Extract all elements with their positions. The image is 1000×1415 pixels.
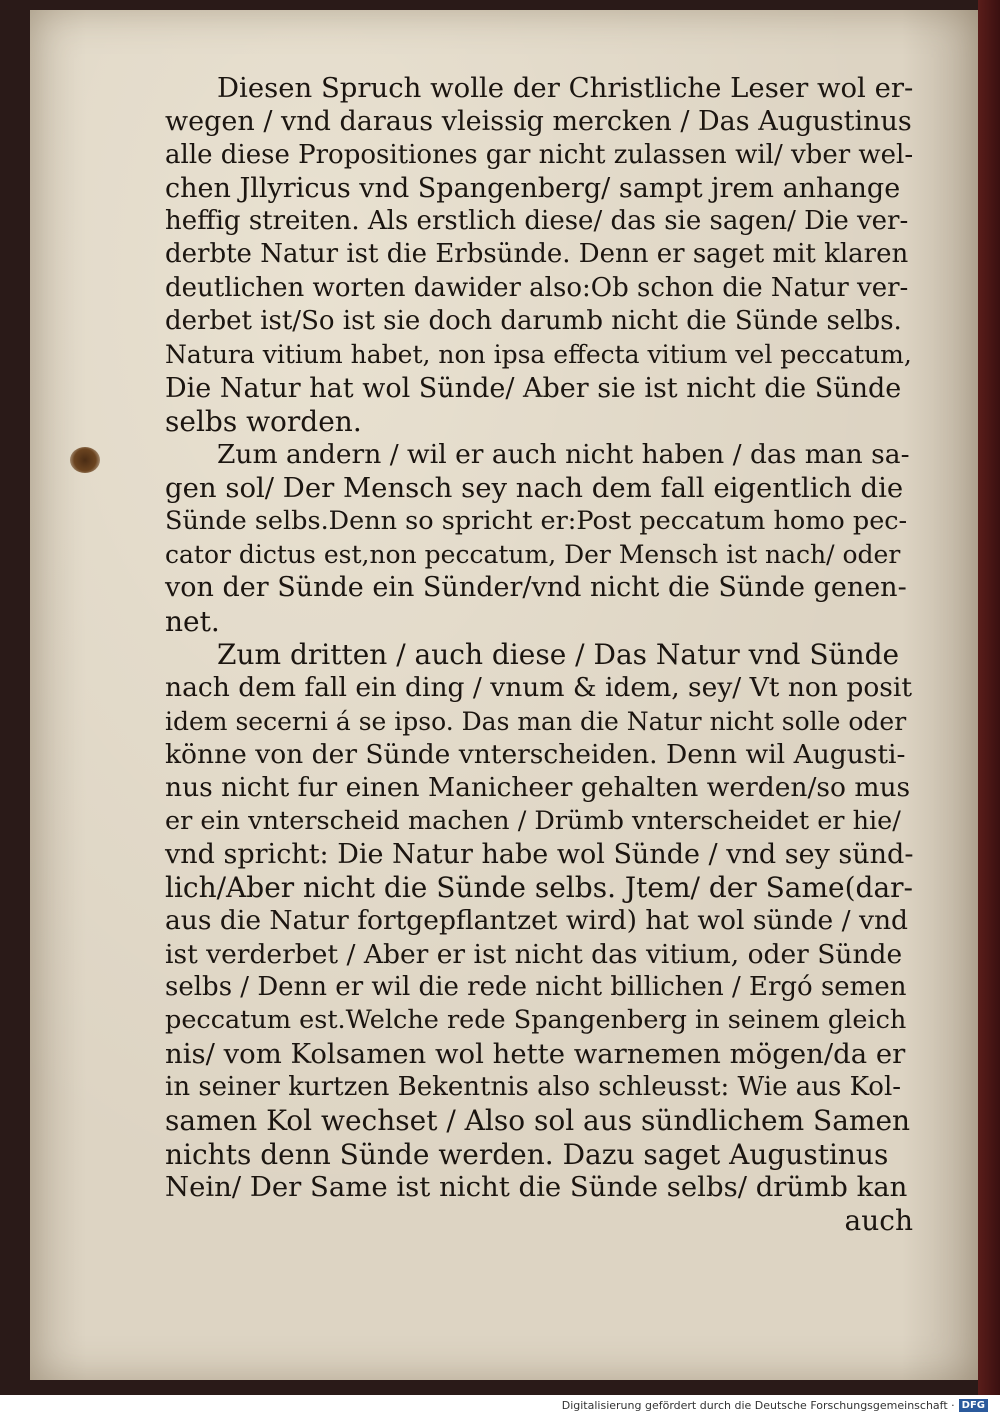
text-line: deutlichen worten dawider also:Ob schon die Natur ver- (165, 272, 909, 303)
dfg-logo: DFG (959, 1399, 988, 1412)
text-line: net. (165, 604, 220, 638)
text-line: Die Natur hat wol Sünde/ Aber sie ist nicht die Sünde (165, 372, 902, 404)
text-line: wegen / vnd daraus vleissig mercken / Das Augustinus (165, 106, 912, 138)
digitization-footer (0, 1395, 1000, 1415)
text-line: heffig streiten. Als erstlich diese/ das sie sagen/ Die ver- (165, 206, 909, 237)
text-line: Sünde selbs.Denn so spricht er:Post peccatum homo pec- (165, 505, 908, 536)
page-text (165, 72, 913, 1237)
book-cover-edge (978, 0, 1000, 1395)
text-line: Natura vitium habet, non ipsa effecta vitium vel peccatum, (165, 340, 912, 370)
text-line: Zum dritten / auch diese / Das Natur vnd Sünde (217, 638, 900, 672)
text-line: cator dictus est,non peccatum, Der Mensch ist nach/ oder (165, 540, 901, 570)
text-line: idem secerni á se ipso. Das man die Natur nicht solle oder (165, 706, 907, 736)
text-line: Nein/ Der Same ist nicht die Sünde selbs/ drümb kan (165, 1170, 908, 1203)
text-line: auch (844, 1204, 913, 1238)
text-line: nach dem fall ein ding / vnum & idem, sey/ Vt non posit (165, 672, 913, 704)
text-line: in seiner kurtzen Bekentnis also schleusst: Wie aus Kol- (165, 1071, 902, 1102)
text-line: peccatum est.Welche rede Spangenberg in seinem gleich (165, 1005, 907, 1036)
text-line: von der Sünde ein Sünder/vnd nicht die Sünde genen- (165, 572, 907, 604)
footer-credit: Digitalisierung gefördert durch die Deutsche Forschungsgemeinschaft · (561, 1398, 955, 1412)
text-line: aus die Natur fortgepflantzet wird) hat wol sünde / vnd (165, 905, 909, 937)
text-line: Diesen Spruch wolle der Christliche Leser wol er- (217, 72, 914, 104)
text-line: nis/ vom Kolsamen wol hette warnemen mögen/da er (165, 1037, 906, 1070)
text-line: vnd spricht: Die Natur habe wol Sünde / vnd sey sünd- (165, 838, 914, 870)
text-line: ist verderbet / Aber er ist nicht das vitium, oder Sünde (165, 938, 903, 970)
text-line: nus nicht fur einen Manicheer gehalten werden/so mus (165, 772, 911, 804)
text-line: lich/Aber nicht die Sünde selbs. Jtem/ der Same(dar- (165, 871, 913, 905)
text-line: derbet ist/So ist sie doch darumb nicht die Sünde selbs. (165, 306, 902, 337)
text-line: Zum andern / wil er auch nicht haben / das man sa- (217, 439, 910, 471)
text-line: könne von der Sünde vnterscheiden. Denn wil Augusti- (165, 738, 906, 770)
text-line: selbs worden. (165, 404, 362, 438)
text-line: alle diese Propositiones gar nicht zulassen wil/ vber wel- (165, 139, 914, 170)
text-line: derbte Natur ist die Erbsünde. Denn er saget mit klaren (165, 239, 909, 270)
text-line: gen sol/ Der Mensch sey nach dem fall eigentlich die (165, 471, 904, 504)
text-line: chen Jllyricus vnd Spangenberg/ sampt jrem anhange (165, 172, 901, 204)
text-line: selbs / Denn er wil die rede nicht billichen / Ergó semen (165, 972, 907, 1003)
text-line: nichts denn Sünde werden. Dazu saget Augustinus (165, 1137, 889, 1171)
text-line: er ein vnterscheid machen / Drümb vnterscheidet er hie/ (165, 805, 901, 836)
ink-stain (70, 447, 100, 473)
text-line: samen Kol wechset / Also sol aus sündlichem Samen (165, 1104, 911, 1138)
